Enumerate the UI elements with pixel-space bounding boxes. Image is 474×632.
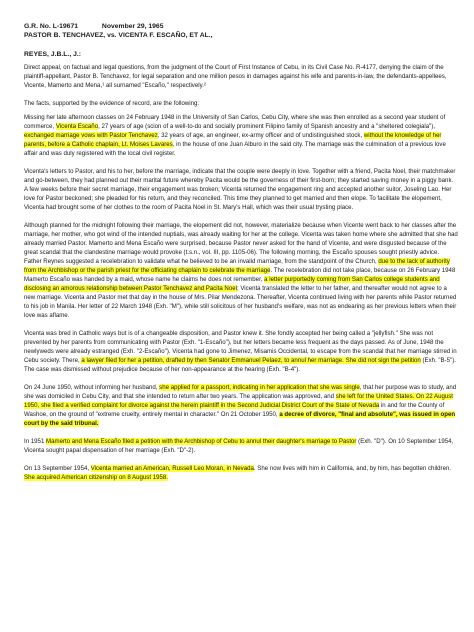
text-run: in and for the County of Washoe, on the ground of "extreme cruelty, entirely mental in character." On 21 October 1950,: [24, 402, 445, 418]
text-run: On 24 June 1950, without informing her husband,: [24, 384, 160, 391]
highlighted-text: She acquired American citizenship on 8 August 1958.: [24, 474, 168, 481]
paragraph-remarriage: [24, 464, 458, 482]
paragraph-letters: Vicenta's letters to Pastor, and his to her, before the marriage, indicate that the couple were deeply in love. Together with a friend, Pacita Noel, their matchmaker and go-between, they had planned out their marital future whereby Pacita would be the governess of their first-born; they started saving money in a piggy bank. A few weeks before their secret marriage, their engagement was broken; Vicenta returned the engagement ring and accepted another suitor, Joseling Lao. Her love for Pastor beckoned; she pleaded for his return, and they reconciled. This time they planned to get married and then elope. To facilitate the elopement, Vicenta had brought some of her clothes to the room of Pacita Noel in St. Mary's Hall, which was their usual trysting place.: [24, 168, 456, 211]
highlighted-text: due to the lack of authority from the Archbishop or the parish priest for the officiating chaplain to celebrate the marriage: [24, 258, 450, 274]
paragraph-divorce: [24, 383, 458, 428]
highlighted-text: without the knowledge of her parents, before a Catholic chaplain, Lt. Moises Lavares: [24, 132, 442, 148]
paragraph-facts-lead: The facts, supported by the evidence of record, are the following:: [24, 100, 200, 107]
paragraph-elopement: [24, 221, 458, 320]
highlighted-text: Vicenta Escaño: [55, 123, 99, 130]
text-run: Missing her late afternoon classes on 24 February 1948 in the University of San Carlos, Cebu City, where she was then enrolled as a second year student of commerce,: [24, 114, 446, 130]
text-run: . She now lives with him in California, and, by him, has begotten children.: [253, 465, 452, 472]
paragraph-annulment-petition: [24, 437, 458, 455]
highlighted-text: Vicenta married an American, Russell Leo Moran, in Nevada: [90, 465, 254, 472]
highlighted-text: a decree of divorce, "final and absolute", was issued in open court by the said tribunal.: [24, 411, 456, 427]
text-run: , in the house of one Juan Alburo in the said city. The marriage was the culmination of a previous love affair and was duly registered with the local civil register.: [24, 141, 446, 157]
ponente: REYES, J.B.L., J.:: [24, 51, 82, 58]
highlighted-text: a lawyer filed for her a petition, drafted by then Senator Emmanuel Pelaez, to annul her marriage. She did not sign the petition: [81, 357, 421, 364]
text-run: On 13 September 1954,: [24, 465, 91, 472]
case-header: [24, 22, 458, 31]
highlighted-text: she left for the United States. On 22 August 1950, she filed a verified complaint for divorce against the herein plaintiff in the Second Judicial District Court of the State of Nevada: [24, 393, 453, 409]
highlighted-text: she applied for a passport, indicating in her application that she was single: [159, 384, 360, 391]
text-run: . The recelebration did not take place, because on 26 February 1948 Mamerto Escaño was handed by a maid, whose name he claims he does not remember,: [24, 267, 456, 283]
paragraph-marriage: [24, 113, 458, 158]
text-run: Vicenta was bred in Catholic ways but is of a changeable disposition, and Pastor knew it. She fondly accepted her being called a "jellyfish." She was not prevented by her parents from communicating with Pastor (Exh. "1-Escaño"), but her letters became less frequent as the days passed. As of June, 1948 the newlyweds were already estranged (Exh. "2-Escaño"). Vicenta had gone to Jimenez, Misamis Occidental, to escape from the scandal that her marriage stirred in Cebu society. There,: [24, 330, 457, 364]
paragraph-estrangement: [24, 329, 458, 374]
text-run: ; Vicenta translated the letter to her father, and thereafter would not agree to a new marriage. Vicenta and Pastor met that day in the house of Mrs. Pilar Mendezona. Thereafter, Vicenta continued living with her parents while Pastor returned to his job in Manila. Her letter of 22 March 1948 (Exh. "M"), while still solicitous of her husband's welfare, was not as endearing as her previous letters when their love was aflame.: [24, 285, 457, 319]
highlighted-text: exchanged marriage vows with Pastor Tenchavez: [24, 132, 158, 139]
case-title: PASTOR B. TENCHAVEZ, vs. VICENTA F. ESCAÑO, ET AL.,: [24, 32, 213, 39]
text-run: (Exh. "D"). On 10 September 1954, Vicenta sought papal dispensation of her marriage (Exh. "D"-2).: [24, 438, 454, 454]
paragraph-intro: Direct appeal, on factual and legal questions, from the judgment of the Court of First Instance of Cebu, in its Civil Case No. R-4177, denying the claim of the plaintiff-appellant, Pastor B. Tenchavez, for legal separation and one million pesos in damages against his wife and parents-in-law, the defendants-appellees, Vicente, Mamerto and Mena,¹ all surnamed "Escaño," respectively.²: [24, 64, 447, 89]
text-run: (Exh. "B-5"). The case was dismissed without prejudice because of her non-appearance at the hearing (Exh. "B-4").: [24, 357, 456, 373]
text-run: In 1951: [24, 438, 47, 445]
text-run: , that her purpose was to study, and she was domiciled in Cebu City, and that she intended to return after two years. The application was approved, and: [24, 384, 457, 400]
case-number: G.R. No. L-19671: [24, 23, 79, 30]
highlighted-text: a letter purportedly coming from San Carlos college students and disclosing an amorous relationship between Pastor Tenchavez and Pacita Noel: [24, 276, 440, 292]
text-run: Although planned for the midnight following their marriage, the elopement did not, however, materialize because when Vicente went back to her classes after the marriage, her mother, who got wind of the intended nuptials, was already waiting for her at the college. Vicenta was taken home where she admitted that she had already married Pastor. Mamerto and Mena Escaño were surprised, because Pastor never asked for the hand of Vicente, and were disgusted because of the great scandal that the clandestine marriage would provoke (t.s.n., vol. III, pp. 1105-06). The following morning, the Escaño spouses sought priestly advice. Father Reynes suggested a recelebration to validate what he believed to be an invalid marriage, from the standpoint of the Church,: [24, 222, 458, 265]
text-run: , 32 years of age, an engineer, ex-army officer and of undistinguished stock,: [157, 132, 364, 139]
decision-date: November 29, 1965: [101, 23, 164, 30]
highlighted-text: Mamerto and Mena Escaño filed a petition with the Archbishop of Cebu to annul their daughter's marriage to Pastor: [46, 438, 357, 445]
text-run: , 27 years of age (scion of a well-to-do and socially prominent Filipino family of Spanish ancestry and a "sheltered colegiala"),: [98, 123, 436, 130]
